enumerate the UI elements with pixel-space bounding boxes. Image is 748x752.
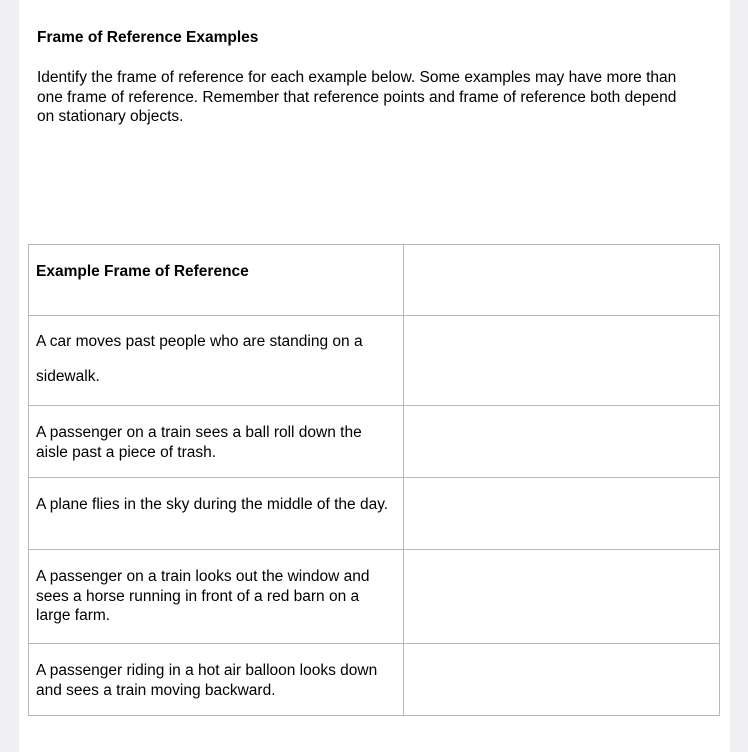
header-cell-example — [29, 245, 404, 316]
document-title: Frame of Reference Examples — [37, 29, 259, 46]
table-row — [29, 644, 720, 716]
example-cell — [29, 316, 404, 406]
table-row — [29, 406, 720, 478]
example-text: A car moves past people who are standing on a sidewalk. — [36, 333, 363, 385]
example-text: A plane flies in the sky during the middle of the day. — [36, 496, 389, 513]
example-cell — [29, 478, 404, 550]
example-text: A passenger on a train looks out the window and sees a horse running in front of a red barn on a large farm. — [36, 568, 370, 624]
document-page — [19, 0, 730, 752]
answer-cell[interactable] — [404, 644, 720, 716]
example-text: A passenger on a train sees a ball roll down the aisle past a piece of trash. — [36, 424, 362, 461]
answer-cell[interactable] — [404, 478, 720, 550]
example-text: A passenger riding in a hot air balloon looks down and sees a train moving backward. — [36, 662, 378, 699]
example-cell — [29, 644, 404, 716]
example-cell — [29, 406, 404, 478]
answer-cell[interactable] — [404, 550, 720, 644]
table-row — [29, 316, 720, 406]
table-header-row — [29, 245, 720, 316]
header-label: Example Frame of Reference — [36, 263, 249, 280]
instructions-paragraph: Identify the frame of reference for each example below. Some examples may have more than one frame of reference. Remember that reference points and frame of reference both depend on stationary objects. — [37, 69, 677, 125]
table-row — [29, 478, 720, 550]
examples-table — [28, 244, 720, 716]
table-row — [29, 550, 720, 644]
header-cell-blank[interactable] — [404, 245, 720, 316]
example-cell — [29, 550, 404, 644]
answer-cell[interactable] — [404, 316, 720, 406]
answer-cell[interactable] — [404, 406, 720, 478]
